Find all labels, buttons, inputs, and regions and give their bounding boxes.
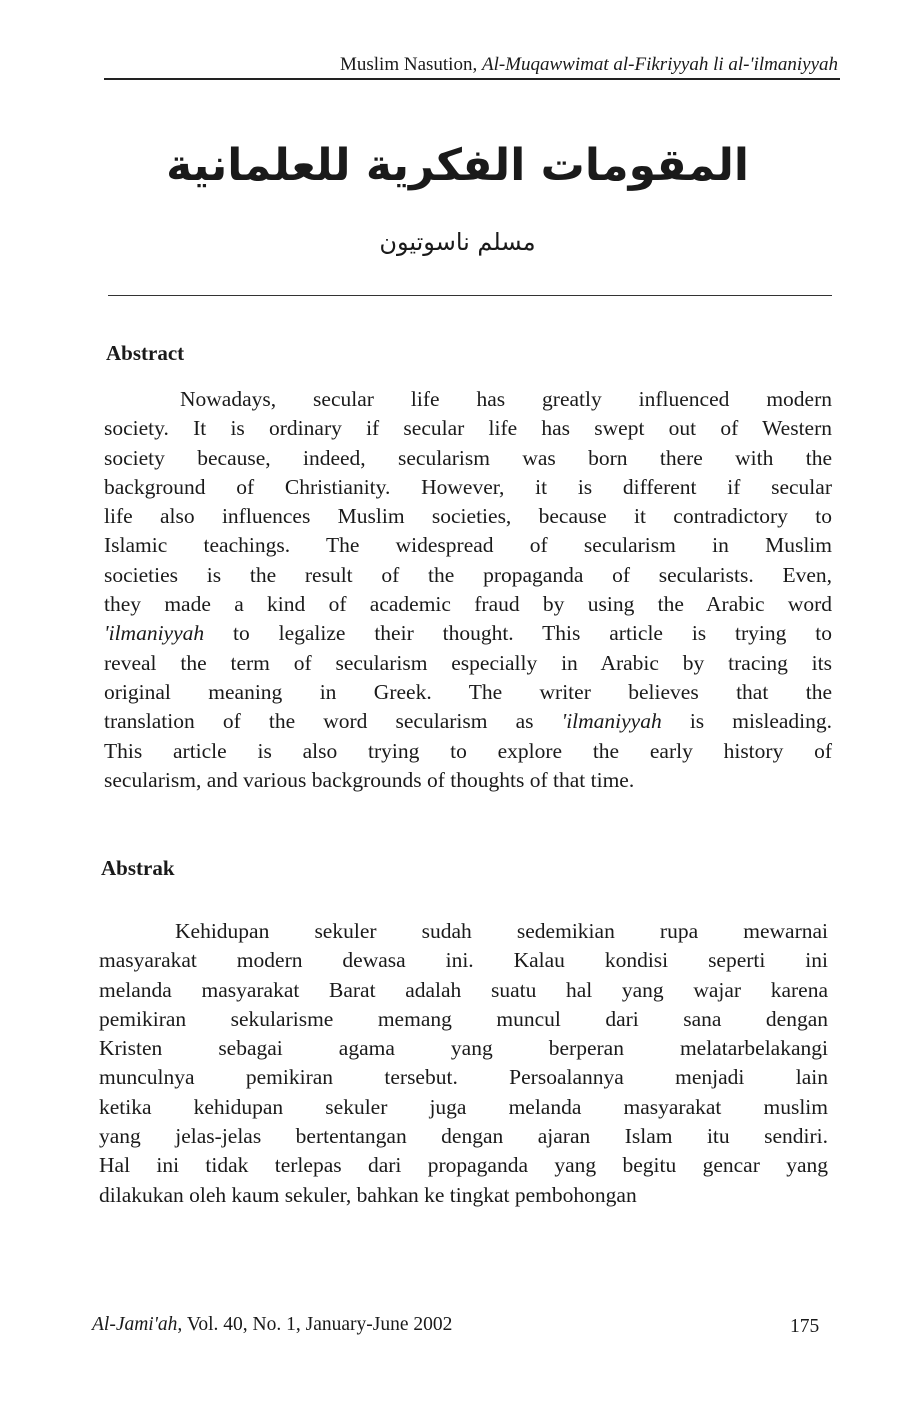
paragraph-line: Nowadays, secular life has greatly influenced modern [180, 387, 832, 411]
paragraph-line: translation of the word secularism as 'ilmaniyyah is misleading. [104, 709, 832, 734]
arabic-author: مسلم ناسوتيون [379, 228, 536, 256]
paragraph-line: masyarakat modern dewasa ini. Kalau kondisi seperti ini [99, 948, 828, 973]
paragraph-line: munculnya pemikiran tersebut. Persoalannya menjadi lain [99, 1065, 828, 1090]
paragraph-line: dilakukan oleh kaum sekuler, bahkan ke tingkat pembohongan [99, 1182, 637, 1207]
abstract-heading: Abstract [106, 341, 185, 365]
paragraph-line: This article is also trying to explore the early history of [104, 738, 832, 763]
paragraph-line: original meaning in Greek. The writer believes that the [104, 679, 832, 704]
abstrak-paragraph [99, 917, 828, 1210]
paragraph-line: society. It is ordinary if secular life has swept out of Western [104, 416, 832, 441]
paragraph-line: Hal ini tidak terlepas dari propaganda yang begitu gencar yang [99, 1153, 828, 1178]
header-author: Muslim Nasution, [339, 54, 478, 75]
paragraph-line: yang jelas-jelas bertentangan dengan ajaran Islam itu sendiri. [99, 1124, 828, 1149]
paragraph-line: melanda masyarakat Barat adalah suatu hal yang wajar karena [99, 977, 828, 1002]
paragraph-line: society because, indeed, secularism was born there with the [104, 445, 832, 470]
paragraph-line: Kehidupan sekuler sudah sedemikian rupa mewarnai [175, 919, 828, 943]
abstract-paragraph [104, 385, 832, 795]
paragraph-line: they made a kind of academic fraud by using the Arabic word [104, 592, 832, 617]
paragraph-line: life also influences Muslim societies, because it contradictory to [104, 504, 832, 529]
footer-journal-name: Al-Jami'ah, [92, 1314, 183, 1335]
paragraph-line: reveal the term of secularism especially in Arabic by tracing its [104, 650, 832, 675]
page-number: 175 [790, 1316, 820, 1337]
abstrak-heading: Abstrak [101, 856, 175, 880]
arabic-title: المقومات الفكرية للعلمانية [166, 140, 749, 191]
paragraph-line: Kristen sebagai agama yang berperan melatarbelakangi [99, 1036, 828, 1061]
paragraph-line: Islamic teachings. The widespread of secularism in Muslim [104, 533, 832, 558]
title-rule [108, 295, 832, 296]
paragraph-line: ketika kehidupan sekuler juga melanda masyarakat muslim [99, 1094, 828, 1119]
header-short-title: Al-Muqawwimat al-Fikriyyah li al-'ilmaniyyah [481, 54, 838, 75]
paragraph-line: background of Christianity. However, it is different if secular [104, 474, 832, 499]
paragraph-line: pemikiran sekularisme memang muncul dari sana dengan [99, 1006, 828, 1031]
footer-issue: Vol. 40, No. 1, January-June 2002 [186, 1314, 453, 1335]
running-header [340, 54, 838, 76]
header-rule [104, 78, 840, 80]
paragraph-line: secularism, and various backgrounds of thoughts of that time. [104, 767, 635, 792]
footer-journal [92, 1314, 452, 1336]
paragraph-line: societies is the result of the propaganda of secularists. Even, [104, 562, 832, 587]
paragraph-line: 'ilmaniyyah to legalize their thought. This article is trying to [104, 621, 832, 646]
